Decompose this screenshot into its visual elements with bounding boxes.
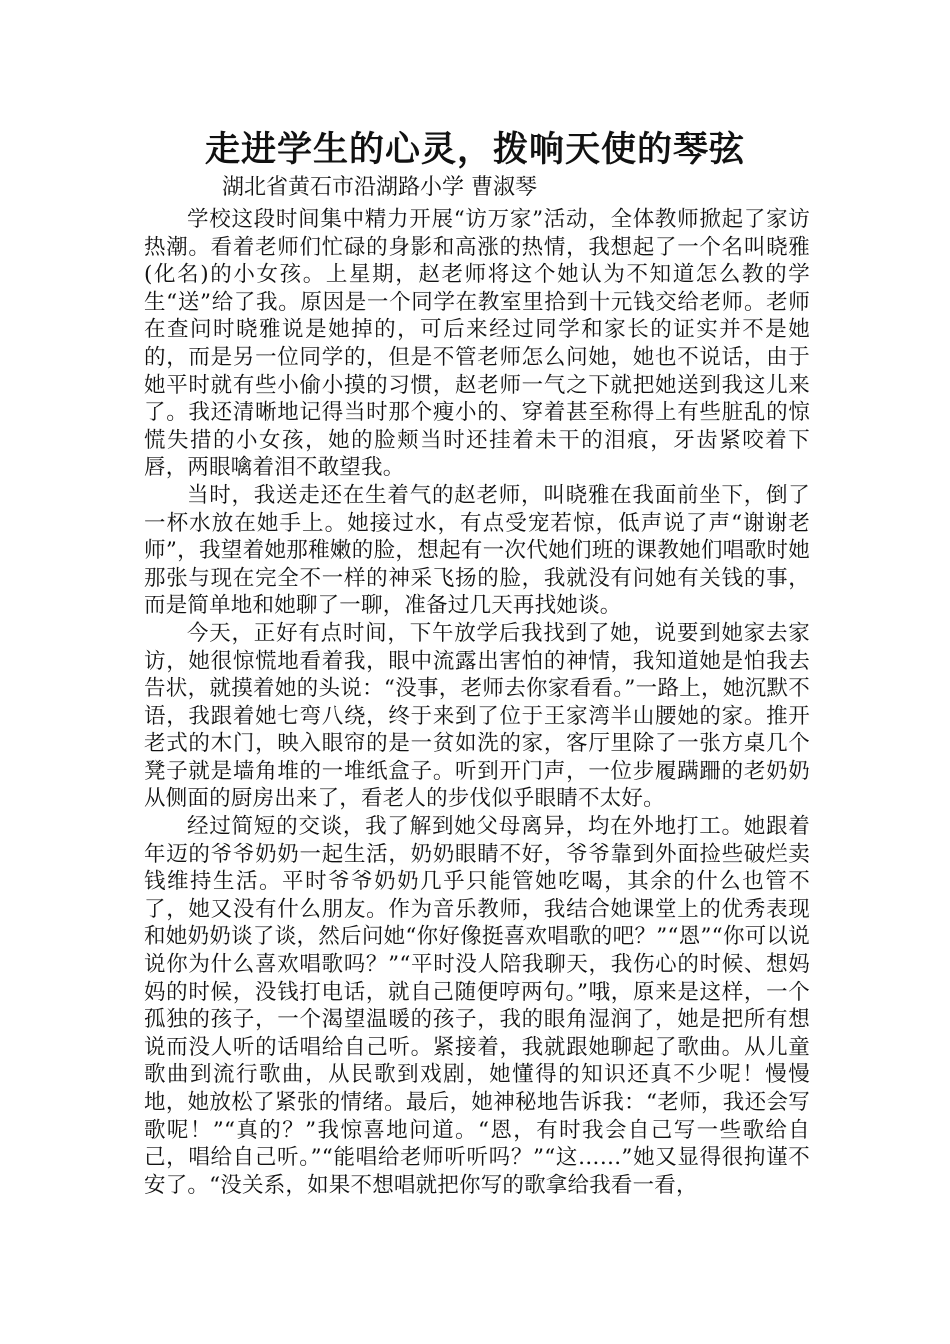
paragraph: 学校这段时间集中精力开展“访万家”活动，全体教师掀起了家访热潮。看着老师们忙碌的身影和高涨的热情，我想起了一个名叫晓雅(化名)的小女孩。上星期，赵老师将这个她认为不知道怎么教的学生“送”给了我。原因是一个同学在教室里拾到十元钱交给老师。老师在查问时晓雅说是她掉的，可后来经过同学和家长的证实并不是她的，而是另一位同学的，但是不管老师怎么问她，她也不说话，由于她平时就有些小偷小摸的习惯，赵老师一气之下就把她送到我这儿来了。我还清晰地记得当时那个瘦小的、穿着甚至称得上有些脏乱的惊慌失措的小女孩，她的脸颊当时还挂着未干的泪痕，牙齿紧咬着下唇，两眼噙着泪不敢望我。 <box>144 207 810 481</box>
document-title: 走进学生的心灵，拨响天使的琴弦 <box>204 130 745 170</box>
paragraph: 当时，我送走还在生着气的赵老师，叫晓雅在我面前坐下，倒了一杯水放在她手上。她接过水，有点受宠若惊，低声说了声“谢谢老师”，我望着她那稚嫩的脸，想起有一次代她们班的课教她们唱歌时她那张与现在完全不一样的神采飞扬的脸，我就没有问她有关钱的事，而是简单地和她聊了一聊，准备过几天再找她谈。 <box>144 482 810 619</box>
paragraph: 经过简短的交谈，我了解到她父母离异，均在外地打工。她跟着年迈的爷爷奶奶一起生活，奶奶眼睛不好，爷爷靠到外面捡些破烂卖钱维持生活。平时爷爷奶奶几乎只能管她吃喝，其余的什么也管不了，她又没有什么朋友。作为音乐教师，我结合她课堂上的优秀表现和她奶奶谈了谈，然后问她“你好像挺喜欢唱歌的吧？”“恩”“你可以说说你为什么喜欢唱歌吗？”“平时没人陪我聊天，我伤心的时候、想妈妈的时候，没钱打电话，就自己随便哼两句。”哦，原来是这样，一个孤独的孩子，一个渴望温暖的孩子，我的眼角湿润了，她是把所有想说而没人听的话唱给自己听。紧接着，我就跟她聊起了歌曲。从儿童歌曲到流行歌曲，从民歌到戏剧，她懂得的知识还真不少呢！慢慢地，她放松了紧张的情绪。最后，她神秘地告诉我：“老师，我还会写歌呢！”“真的？”我惊喜地问道。“恩，有时我会自己写一些歌给自己，唱给自己听。”“能唱给老师听听吗？”“这……”她又显得很拘谨不安了。“没关系，如果不想唱就把你写的歌拿给我看一看， <box>144 814 810 1198</box>
paragraph: 今天，正好有点时间，下午放学后我找到了她，说要到她家去家访，她很惊慌地看着我，眼中流露出害怕的神情，我知道她是怕我去告状，就摸着她的头说：“没事，老师去你家看看。”一路上，她沉默不语，我跟着她七弯八绕，终于来到了位于王家湾半山腰她的家。推开老式的木门，映入眼帘的是一贫如洗的家，客厅里除了一张方桌几个凳子就是墙角堆的一堆纸盒子。听到开门声，一位步履蹒跚的老奶奶从侧面的厨房出来了，看老人的步伐似乎眼睛不太好。 <box>144 620 810 812</box>
author-line: 湖北省黄石市沿湖路小学 曹淑琴 <box>222 175 537 200</box>
article-body <box>144 206 810 1199</box>
